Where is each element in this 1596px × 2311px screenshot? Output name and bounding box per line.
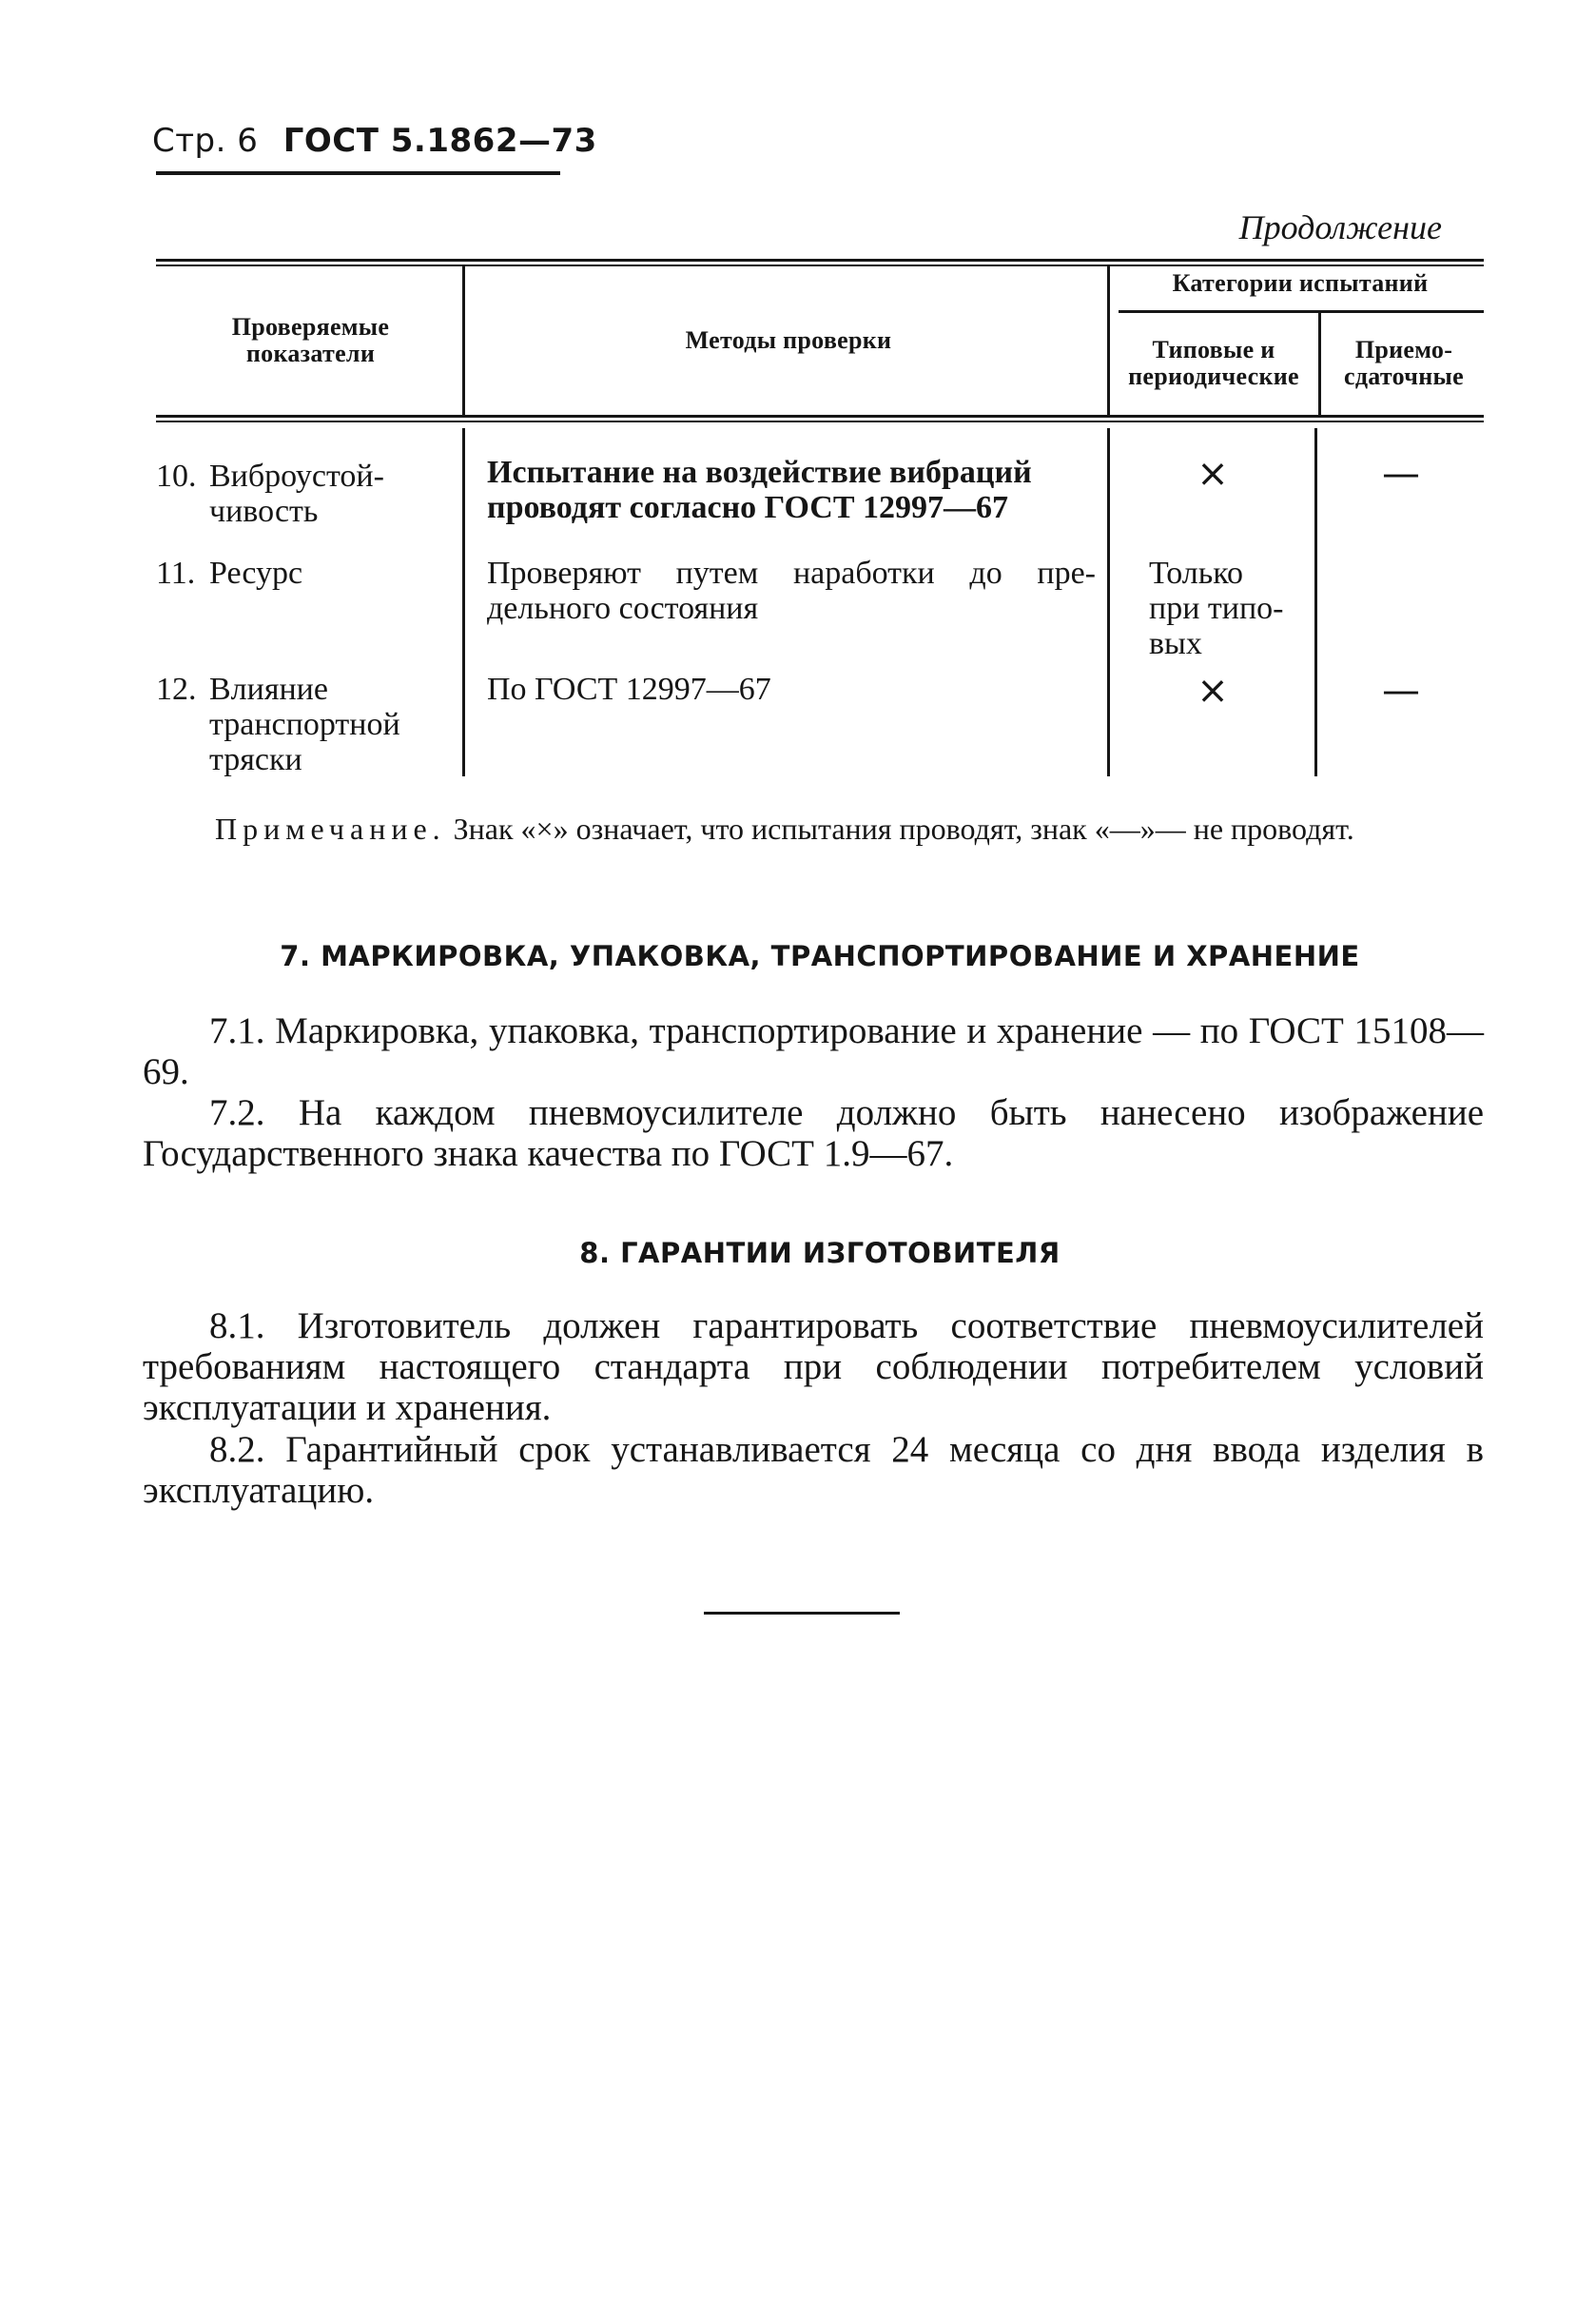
end-rule (704, 1612, 900, 1615)
header-bottom-rule (156, 415, 1484, 418)
row-10-method: Испытание на воздействие вибраций проводят согласно ГОСТ 12997—67 (487, 455, 1032, 525)
row-11-indicator: Ресурс (209, 556, 303, 591)
header-col-divider-2 (1107, 266, 1110, 415)
paragraph-7-2: 7.2. На каждом пневмоусилителе должно быть нанесено изображение Государственного знака качества по ГОСТ 1.9—67. (143, 1092, 1484, 1174)
header-col-divider-3 (1318, 312, 1321, 415)
categories-subrule (1119, 310, 1484, 313)
paragraph-7-1: 7.1. Маркировка, упаковка, транспортирование и хранение — по ГОСТ 15108—69. (143, 1010, 1484, 1092)
header-col-divider-1 (462, 266, 465, 415)
header-acceptance: Приемо-сдаточные (1344, 336, 1464, 390)
header-methods: Методы проверки (685, 326, 892, 354)
body-col-divider-1 (462, 428, 465, 776)
row-11-typical: Только при типо-вых (1149, 556, 1284, 661)
header-typical: Типовые и периодические (1128, 336, 1299, 390)
header-indicators: Проверяемые показатели (231, 313, 390, 367)
row-12-typical-mark: × (1197, 669, 1229, 713)
continuation-label: Продолжение (1238, 208, 1442, 246)
standard-number: ГОСТ 5.1862—73 (282, 122, 597, 160)
table-top-rule-2 (156, 264, 1484, 266)
row-12-number: 12. (156, 672, 197, 707)
table-note (148, 811, 1489, 847)
row-10-typical-mark: × (1197, 452, 1229, 496)
paragraph-8-2: 8.2. Гарантийный срок устанавливается 24 месяца со дня ввода изделия в эксплуатацию. (143, 1429, 1484, 1511)
body-col-divider-2 (1107, 428, 1110, 776)
row-10-acceptance-mark: — (1382, 452, 1420, 496)
row-10-number: 10. (156, 459, 197, 494)
row-12-acceptance-mark: — (1382, 669, 1420, 713)
page-number: Стр. 6 (152, 122, 259, 160)
header-underline (156, 171, 560, 175)
header-categories: Категории испытаний (1172, 269, 1429, 297)
paragraph-8-1: 8.1. Изготовитель должен гарантировать соответствие пневмоусилителей требованиям настоящего стандарта при соблюдении потребителем условий эксплуатации и хранения. (143, 1305, 1484, 1428)
note-label: Примечание. (215, 812, 446, 846)
row-12-indicator: Влияние транспортной тряски (209, 672, 400, 777)
row-11-method: Проверяют путем наработки до пре-дельного состояния (487, 556, 1096, 626)
row-11-number: 11. (156, 556, 196, 591)
header-bottom-rule-2 (156, 421, 1484, 422)
section-8-title: 8. ГАРАНТИИ ИЗГОТОВИТЕЛЯ (579, 1237, 1061, 1269)
row-10-indicator: Виброустой-чивость (209, 459, 384, 529)
test-methods-table (156, 259, 1484, 780)
table-top-rule (156, 259, 1484, 262)
body-col-divider-3 (1314, 428, 1317, 776)
note-text: Знак «×» означает, что испытания проводят, знак «—»— не проводят. (453, 812, 1354, 846)
page-header (152, 122, 597, 160)
section-7-title: 7. МАРКИРОВКА, УПАКОВКА, ТРАНСПОРТИРОВАНИЕ И ХРАНЕНИЕ (280, 940, 1360, 972)
row-12-method: По ГОСТ 12997—67 (487, 672, 771, 707)
